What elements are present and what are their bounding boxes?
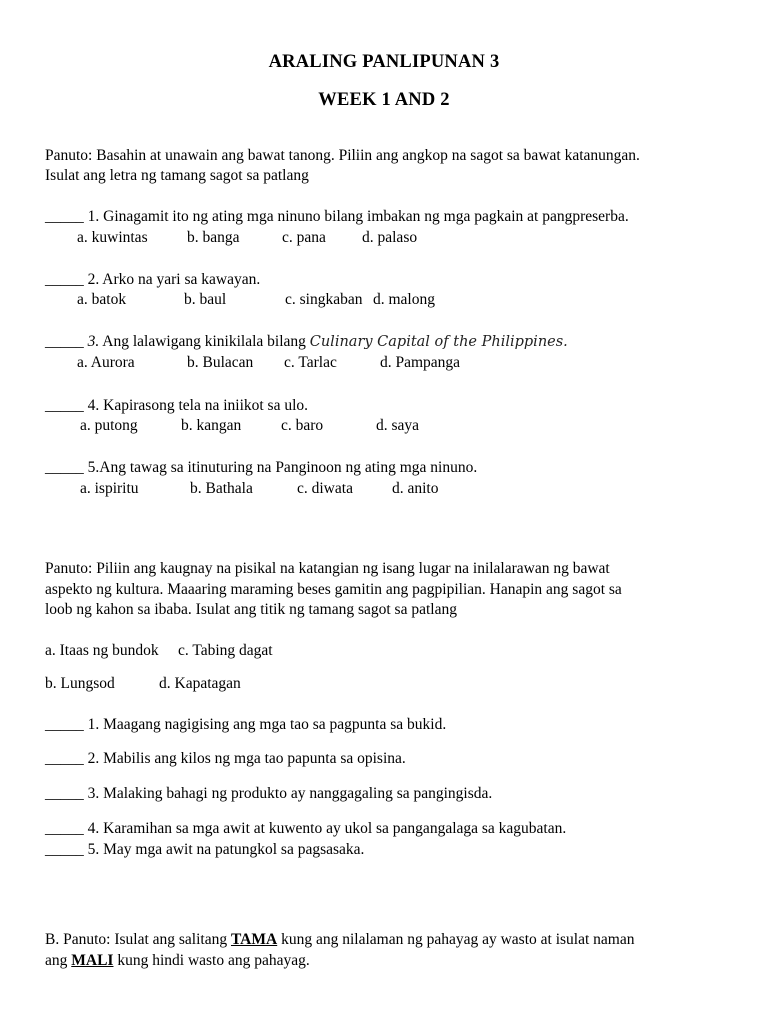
question-5 bbox=[45, 458, 477, 478]
option-c: c. diwata bbox=[297, 480, 353, 497]
part2-item-2: _____ 2. Mabilis ang kilos ng mga tao papunta sa opisina. bbox=[45, 750, 406, 767]
question-text: Ang lalawigang kinikilala bilang bbox=[99, 333, 310, 350]
part2-item-3: _____ 3. Malaking bahagi ng produkto ay nanggagaling sa pangingisda. bbox=[45, 785, 493, 802]
option-a: a. kuwintas bbox=[77, 229, 148, 246]
question-text: 2. Arko na yari sa kawayan. bbox=[83, 271, 261, 288]
mali-keyword: MALI bbox=[71, 952, 114, 969]
answer-blank[interactable]: _____ bbox=[45, 333, 84, 350]
part2-item-5: _____ 5. May mga awit na patungkol sa pagsasaka. bbox=[45, 841, 365, 858]
option-d: d. Pampanga bbox=[380, 354, 461, 371]
option-c: c. pana bbox=[282, 229, 326, 246]
option-a: a. ispiritu bbox=[80, 480, 139, 497]
option-c: c. singkaban bbox=[285, 291, 363, 308]
answer-blank[interactable]: _____ bbox=[45, 271, 84, 288]
tama-keyword: TAMA bbox=[230, 931, 278, 948]
question-text: 5.Ang tawag sa itinuturing na Panginoon ng ating mga ninuno. bbox=[83, 459, 478, 476]
option-a: a. putong bbox=[80, 417, 138, 434]
option-d: d. malong bbox=[373, 291, 435, 308]
question-emphasis: Culinary Capital of the Philippines. bbox=[309, 334, 568, 350]
option-b: b. kangan bbox=[181, 417, 242, 434]
option-d: d. palaso bbox=[362, 229, 418, 246]
choice-b: b. Lungsod bbox=[45, 675, 115, 692]
question-1 bbox=[45, 207, 629, 227]
answer-blank[interactable]: _____ bbox=[45, 208, 84, 225]
part3-instructions-line2: ang MALI kung hindi wasto ang pahayag. bbox=[45, 952, 310, 969]
option-a: a. batok bbox=[77, 291, 127, 308]
option-c: c. Tarlac bbox=[284, 354, 337, 371]
choice-c: c. Tabing dagat bbox=[178, 642, 273, 659]
question-3 bbox=[45, 332, 568, 352]
part2-instructions-line3: loob ng kahon sa ibaba. Isulat ang titik ng tamang sagot sa patlang bbox=[45, 601, 457, 618]
option-d: d. saya bbox=[376, 417, 420, 434]
question-4 bbox=[45, 396, 308, 416]
answer-blank[interactable]: _____ bbox=[45, 459, 84, 476]
part2-item-1: _____ 1. Maagang nagigising ang mga tao sa pagpunta sa bukid. bbox=[45, 716, 447, 733]
worksheet-subtitle: WEEK 1 AND 2 bbox=[318, 90, 450, 110]
option-a: a. Aurora bbox=[77, 354, 135, 371]
question-number: 3. bbox=[83, 333, 100, 350]
question-text: 4. Kapirasong tela na iniikot sa ulo. bbox=[83, 397, 309, 414]
choice-d: d. Kapatagan bbox=[159, 675, 241, 692]
option-b: b. banga bbox=[187, 229, 240, 246]
question-text: 1. Ginagamit ito ng ating mga ninuno bilang imbakan ng mga pagkain at pangpreserba. bbox=[83, 208, 629, 225]
part1-instructions-line1: Panuto: Basahin at unawain ang bawat tanong. Piliin ang angkop na sagot sa bawat katanungan. bbox=[45, 147, 640, 164]
question-2 bbox=[45, 270, 260, 290]
part2-instructions-line2: aspekto ng kultura. Maaaring maraming beses gamitin ang pagpipilian. Hanapin ang sagot sa bbox=[45, 581, 622, 598]
option-d: d. anito bbox=[392, 480, 439, 497]
option-c: c. baro bbox=[281, 417, 324, 434]
option-b: b. baul bbox=[184, 291, 227, 308]
option-b: b. Bulacan bbox=[187, 354, 254, 371]
option-b: b. Bathala bbox=[190, 480, 253, 497]
choice-a: a. Itaas ng bundok bbox=[45, 642, 159, 659]
part2-item-4: _____ 4. Karamihan sa mga awit at kuwento ay ukol sa pangangalaga sa kagubatan. bbox=[45, 820, 567, 837]
part1-instructions-line2: Isulat ang letra ng tamang sagot sa patlang bbox=[45, 167, 309, 184]
answer-blank[interactable]: _____ bbox=[45, 397, 84, 414]
worksheet-title: ARALING PANLIPUNAN 3 bbox=[268, 52, 500, 72]
part2-instructions-line1: Panuto: Piliin ang kaugnay na pisikal na katangian ng isang lugar na inilalarawan ng bawat bbox=[45, 560, 610, 577]
part3-instructions-line1: B. Panuto: Isulat ang salitang TAMA kung ang nilalaman ng pahayag ay wasto at isulat naman bbox=[45, 931, 635, 948]
